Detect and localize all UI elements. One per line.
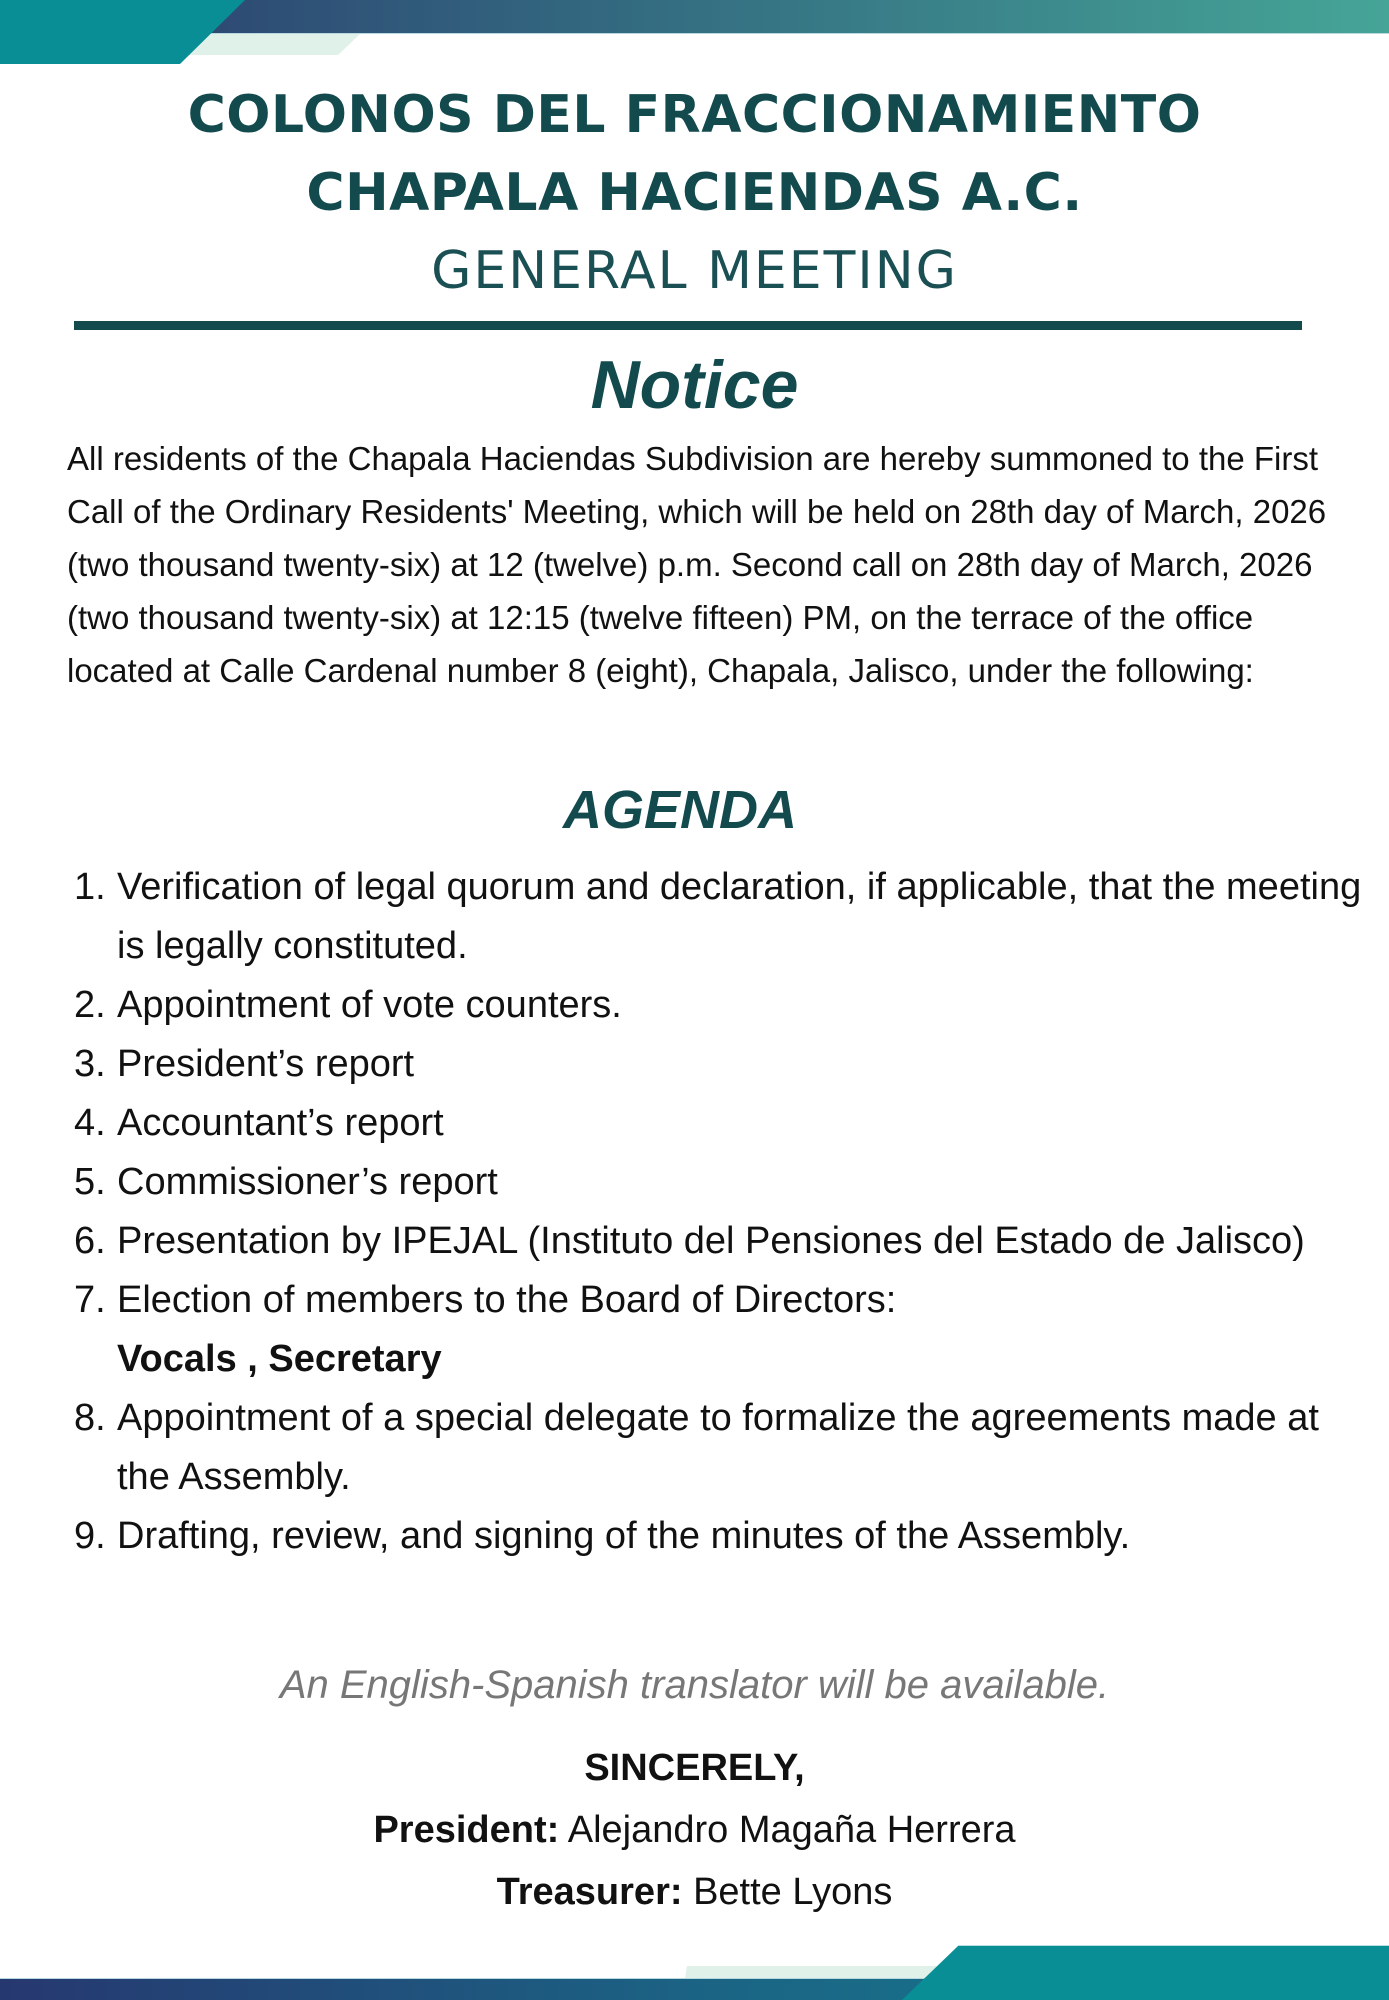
agenda-item-text: Appointment of vote counters. <box>117 984 622 1026</box>
agenda-item-3 <box>74 1035 1364 1094</box>
agenda-item-text: Election of members to the Board of Directors: <box>117 1279 897 1321</box>
agenda-item-text: President’s report <box>117 1043 415 1085</box>
agenda-item-2 <box>74 976 1364 1035</box>
organization-name-line-2: CHAPALA HACIENDAS A.C. <box>306 163 1083 223</box>
agenda-list <box>74 858 1364 1566</box>
agenda-item-6 <box>74 1212 1364 1271</box>
agenda-item-number: 4. <box>74 1102 106 1144</box>
agenda-item-number: 9. <box>74 1515 106 1557</box>
president-label: President: <box>373 1809 560 1851</box>
organization-name-line-1: COLONOS DEL FRACCIONAMIENTO <box>187 85 1202 145</box>
president-signature <box>0 1799 1389 1861</box>
top-banner-shapes <box>0 0 1389 66</box>
agenda-item-7 <box>74 1271 1364 1389</box>
translator-note: An English-Spanish translator will be available. <box>279 1663 1110 1707</box>
header-divider <box>74 321 1302 330</box>
agenda-item-4 <box>74 1094 1364 1153</box>
agenda-item-5 <box>74 1153 1364 1212</box>
president-name: Alejandro Magaña Herrera <box>559 1809 1016 1851</box>
agenda-item-text: Commissioner’s report <box>117 1161 498 1203</box>
treasurer-name: Bette Lyons <box>682 1871 893 1913</box>
closing-salutation: SINCERELY, <box>584 1747 805 1789</box>
agenda-item-number: 3. <box>74 1043 106 1085</box>
agenda-item-text: Accountant’s report <box>117 1102 444 1144</box>
agenda-item-number: 5. <box>74 1161 106 1203</box>
agenda-item-9 <box>74 1507 1364 1566</box>
bottom-banner-shapes <box>0 1932 1389 2000</box>
meeting-type-title: GENERAL MEETING <box>431 241 958 301</box>
signature-block <box>0 1737 1389 1923</box>
agenda-item-number: 1. <box>74 866 106 908</box>
agenda-item-number: 7. <box>74 1279 106 1321</box>
notice-body: All residents of the Chapala Haciendas Subdivision are hereby summoned to the First Call of the Ordinary Residents' Meeting, which will be held on 28th day of March, 2026 (two thousand twenty-six) at 12 (twelve) p.m. Second call on 28th day of March, 2026 (two thousand twenty-six) at 12:15 (twelve fifteen) PM, on the terrace of the office located at Calle Cardenal number 8 (eight), Chapala, Jalisco, under the following: <box>67 440 1327 689</box>
treasurer-signature <box>0 1861 1389 1923</box>
agenda-item-1 <box>74 858 1364 976</box>
agenda-item-positions: Vocals , Secretary <box>117 1338 442 1380</box>
agenda-item-number: 6. <box>74 1220 106 1262</box>
agenda-title: AGENDA <box>562 780 797 840</box>
bottom-decorative-banner <box>0 1932 1389 2000</box>
agenda-item-text: Drafting, review, and signing of the minutes of the Assembly. <box>117 1515 1131 1557</box>
agenda-item-text: Verification of legal quorum and declaration, if applicable, that the meeting is legally constituted. <box>117 866 1362 967</box>
agenda-item-number: 2. <box>74 984 106 1026</box>
agenda-item-number: 8. <box>74 1397 106 1439</box>
agenda-item-8 <box>74 1389 1364 1507</box>
agenda-item-text: Appointment of a special delegate to formalize the agreements made at the Assembly. <box>117 1397 1319 1498</box>
agenda-item-text: Presentation by IPEJAL (Instituto del Pensiones del Estado de Jalisco) <box>117 1220 1305 1262</box>
treasurer-label: Treasurer: <box>496 1871 683 1913</box>
notice-title: Notice <box>590 347 799 423</box>
top-decorative-banner <box>0 0 1389 66</box>
document-header <box>0 76 1389 310</box>
